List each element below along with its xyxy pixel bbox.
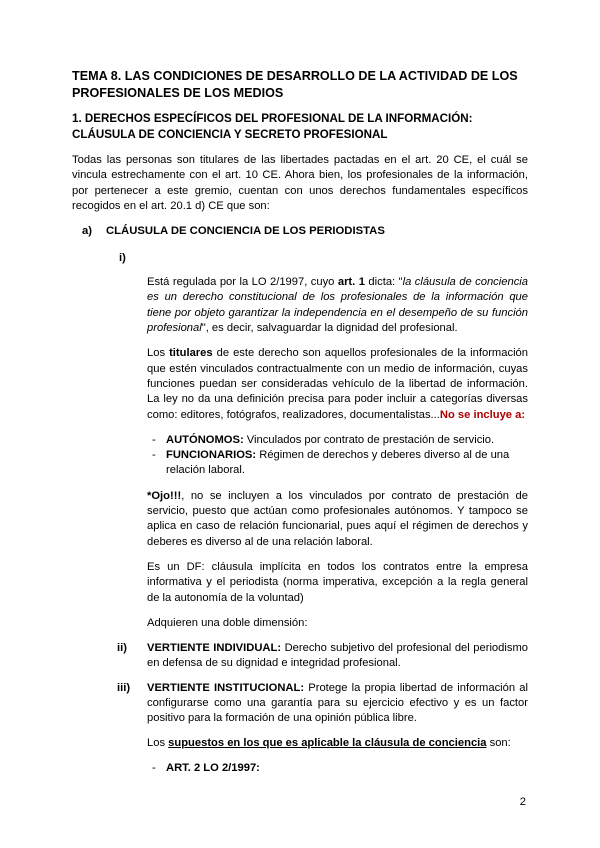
paragraph-holders: Los titulares de este derecho son aquellos profesionales de la información que estén vinculados contractualmente con un medio de información, cuyas funciones puedan ser consideradas vehículo de la libertad de información. La ley no da una definición precisa para poder incluir a categorías diversas como: editores, fotógrafos, realizadores, documentalistas...No se incluye a:: [147, 347, 528, 421]
document-page: [72, 68, 528, 776]
subsection-label: a): [82, 225, 93, 238]
paragraph-regulation: Está regulada por la LO 2/1997, cuyo art. 1 dicta: "la cláusula de conciencia es un derecho constitucional de los profesionales de la información que tiene por objeto garantizar la independencia en el desempeño de su función profesional", es decir, salvaguardar la dignidad del profesional.: [147, 276, 528, 335]
paragraph-dimensions: Adquieren una doble dimensión:: [147, 616, 308, 629]
intro-paragraph: Todas las personas son titulares de las libertades pactadas en el art. 20 CE, el cuál se vincula estrechamente con el art. 10 CE. Ahora bien, los profesionales de la información, por pertenecer a este gremio, cuentan con unos derechos fundamentales específicos recogidos en el art. 20.1 d) CE que son:: [72, 154, 528, 212]
paragraph-df: Es un DF: cláusula implícita en todos los contratos entre la empresa informativa y el periodista (norma imperativa, excepción a la regla general de la autonomía de la voluntad): [147, 560, 528, 604]
exclusion-list: [72, 433, 528, 479]
list-item: - AUTÓNOMOS: Vinculados por contrato de prestación de servicio.: [152, 433, 495, 446]
list-item: - ART. 2 LO 2/1997:: [152, 761, 260, 774]
section-heading: 1. DERECHOS ESPECÍFICOS DEL PROFESIONAL DE LA INFORMACIÓN: CLÁUSULA DE CONCIENCIA Y SECRETO PROFESIONAL: [72, 112, 473, 141]
subsection-a-heading: [82, 224, 528, 239]
list-item: - FUNCIONARIOS: Régimen de derechos y deberes diverso al de una relación laboral.: [152, 449, 510, 477]
paragraph-cases: Los supuestos en los que es aplicable la cláusula de conciencia son:: [147, 736, 511, 749]
list-item: iii) VERTIENTE INSTITUCIONAL: Protege la propia libertad de información al configurarse como una garantía para su ejercicio efectivo y es un factor positivo para la formación de una opinión pública libre.: [117, 681, 528, 725]
list-item: ii) VERTIENTE INDIVIDUAL: Derecho subjetivo del profesional del periodismo en defensa de su dignidad e integridad profesional.: [117, 642, 528, 670]
page-number: 2: [519, 796, 526, 808]
subsection-title: CLÁUSULA DE CONCIENCIA DE LOS PERIODISTAS: [106, 225, 385, 238]
subpoint-i: i): [119, 252, 126, 265]
document-title: TEMA 8. LAS CONDICIONES DE DESARROLLO DE LA ACTIVIDAD DE LOS PROFESIONALES DE LOS MEDIOS: [72, 69, 518, 100]
highlight-exclusion: No se incluye a:: [439, 408, 526, 421]
paragraph-note: *Ojo!!!, no se incluyen a los vinculados por contrato de prestación de servicio, puesto que actúan como profesionales autónomos. Y tampoco se aplica en caso de relación funcionarial, pues aquí el régimen de derechos y deberes es diverso al de una relación laboral.: [147, 489, 528, 548]
